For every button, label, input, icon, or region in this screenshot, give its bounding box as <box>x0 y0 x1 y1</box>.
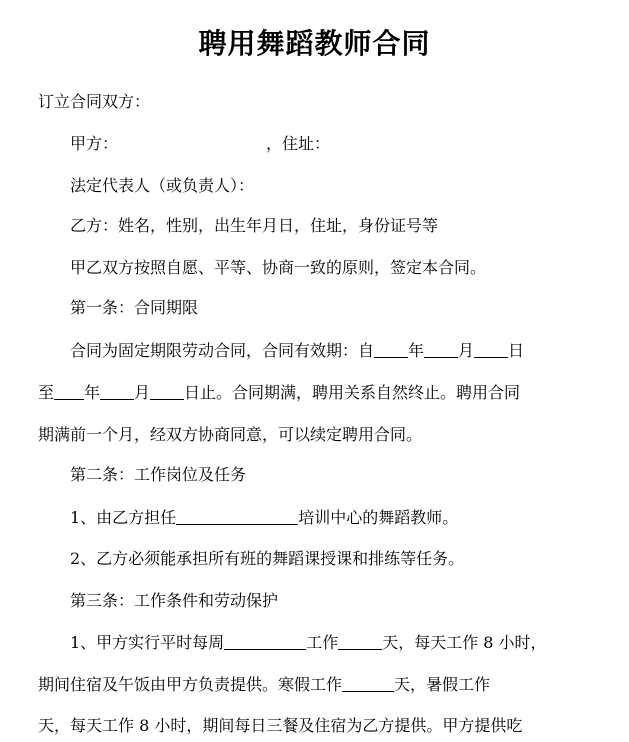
article-3-heading: 第三条：工作条件和劳动保护 <box>70 591 279 610</box>
term-line-1 <box>70 341 524 361</box>
work-1-text: 1、甲方实行平时每周 <box>70 633 225 652</box>
party-b-line: 乙方：姓名，性别，出生年月日，住址，身份证号等 <box>70 216 439 235</box>
term-text: 合同为固定期限劳动合同，合同有效期：自 <box>70 341 375 360</box>
article-1-heading: 第一条：合同期限 <box>70 298 199 317</box>
legal-rep-line: 法定代表人（或负责人）： <box>70 176 255 195</box>
term-line-2 <box>38 383 520 403</box>
work-line-1 <box>70 633 547 653</box>
work-line-2 <box>38 675 490 695</box>
end-month-label: 月 <box>134 383 151 402</box>
month-label: 月 <box>458 341 475 360</box>
party-a-line <box>70 134 330 154</box>
blank-winter-days <box>342 675 394 692</box>
term-line-3: 期满前一个月，经双方协商同意，可以续定聘用合同。 <box>38 425 423 444</box>
to-label: 至 <box>38 383 55 402</box>
blank-end-day <box>150 383 184 400</box>
parties-heading: 订立合同双方： <box>38 92 151 111</box>
page-title: 聘用舞蹈教师合同 <box>198 27 431 60</box>
day-label: 日 <box>508 341 525 360</box>
winter-text: 期间住宿及午饭由甲方负责提供。寒假工作 <box>38 675 343 694</box>
duty-1-text: 1、由乙方担任 <box>70 508 177 527</box>
work-line-3: 天，每天工作 8 小时，期间每日三餐及住宿为乙方提供。甲方提供吃 <box>38 716 523 735</box>
blank-day <box>474 341 508 358</box>
year-label: 年 <box>408 341 425 360</box>
work-1-suffix: 天，每天工作 8 小时， <box>382 633 547 652</box>
summer-text: 天，暑假工作 <box>394 675 491 694</box>
end-year-label: 年 <box>84 383 101 402</box>
blank-days <box>338 633 382 650</box>
blank-center-name <box>176 508 298 525</box>
blank-end-month <box>100 383 134 400</box>
party-a-address-label: ，住址： <box>266 134 331 153</box>
party-a-label: 甲方： <box>70 134 119 153</box>
principle-line: 甲乙双方按照自愿、平等、协商一致的原则，签定本合同。 <box>70 258 487 277</box>
article-2-heading: 第二条：工作岗位及任务 <box>70 465 247 484</box>
blank-year <box>374 341 408 358</box>
duty-1-suffix: 培训中心的舞蹈教师。 <box>298 508 459 527</box>
term-end-text: 日止。合同期满，聘用关系自然终止。聘用合同 <box>184 383 521 402</box>
work-label: 工作 <box>306 633 339 652</box>
duty-line-2: 2、乙方必须能承担所有班的舞蹈课授课和排练等任务。 <box>70 549 465 568</box>
blank-end-year <box>54 383 84 400</box>
blank-month <box>424 341 458 358</box>
blank-weekly <box>224 633 306 650</box>
duty-line-1 <box>70 508 458 528</box>
